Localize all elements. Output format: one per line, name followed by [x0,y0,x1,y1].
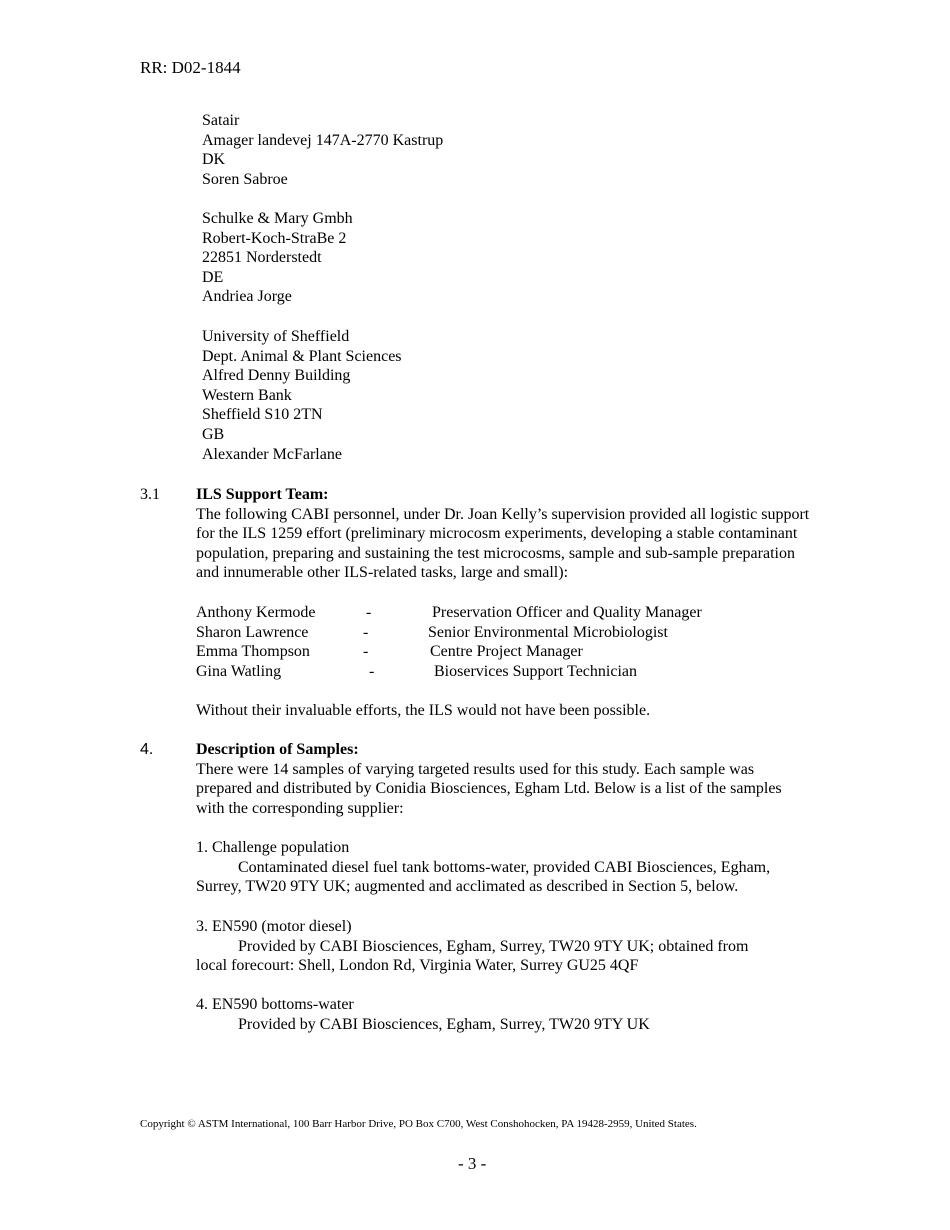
staff-role: Senior Environmental Microbiologist [428,623,668,641]
address-line: Schulke & Mary Gmbh [202,210,353,227]
address-line: University of Sheffield [202,328,350,345]
address-line: Andriea Jorge [202,288,292,306]
sample-item [196,917,748,976]
address-line: Soren Sabroe [202,170,288,188]
sample-title: 3. EN590 (motor diesel) [196,918,352,935]
sample-item [196,838,770,897]
staff-name: Gina Watling [196,662,282,680]
section-3-1-body [196,485,816,583]
section-number-3-1: 3.1 [140,486,160,503]
staff-list [196,603,756,681]
staff-row [196,662,756,682]
address-line: Alfred Denny Building [202,367,351,385]
sample-detail: Provided by CABI Biosciences, Egham, Surrey, TW20 9TY UK [238,1015,650,1033]
sample-detail-continued: local forecourt: Shell, London Rd, Virginia Water, Surrey GU25 4QF [196,957,639,975]
staff-row [196,623,756,643]
address-line: DK [202,151,226,169]
sample-title: 4. EN590 bottoms-water [196,996,354,1013]
staff-name: Sharon Lawrence [196,623,309,641]
section-heading: Description of Samples: [196,741,359,758]
section-closing: Without their invaluable efforts, the ILS would not have been possible. [196,702,651,719]
staff-dash: - [363,623,369,641]
section-4-body [196,740,812,818]
address-line: Sheffield S10 2TN [202,406,323,424]
staff-name: Anthony Kermode [196,604,316,621]
staff-role: Preservation Officer and Quality Manager [432,604,702,621]
sample-detail: Contaminated diesel fuel tank bottoms-water, provided CABI Biosciences, Egham, [238,858,771,876]
address-line: Amager landevej 147A-2770 Kastrup [202,131,444,149]
staff-dash: - [369,662,375,680]
address-line: Dept. Animal & Plant Sciences [202,347,402,365]
section-heading: ILS Support Team: [196,486,329,503]
staff-role: Bioservices Support Technician [434,662,637,680]
staff-row [196,642,756,662]
address-block-schulke [202,209,353,307]
staff-dash: - [366,604,372,621]
section-intro: There were 14 samples of varying targeted results used for this study. Each sample was prepared and distributed by Conidia Biosciences, Egham Ltd. Below is a list of the samples with the corresponding supplier: [196,760,782,817]
staff-row [196,603,756,623]
address-line: DE [202,268,224,286]
address-block-sheffield [202,327,402,464]
address-line: Western Bank [202,386,292,404]
staff-dash: - [363,643,369,661]
sample-detail: Provided by CABI Biosciences, Egham, Surrey, TW20 9TY UK; obtained from [238,937,749,955]
address-line: Satair [202,112,240,129]
copyright-notice: Copyright © ASTM International, 100 Barr Harbor Drive, PO Box C700, West Conshohocken, PA 19428-2959, United States. [140,1118,697,1130]
staff-name: Emma Thompson [196,643,310,661]
address-block-satair [202,111,443,189]
page-number: - 3 - [458,1154,487,1173]
section-number-4: 4. [140,741,154,758]
document-id: RR: D02-1844 [140,58,241,77]
address-line: GB [202,425,225,443]
sample-title: 1. Challenge population [196,839,350,856]
address-line: 22851 Norderstedt [202,249,322,267]
staff-role: Centre Project Manager [430,643,583,661]
address-line: Robert-Koch-StraBe 2 [202,229,347,247]
address-line: Alexander McFarlane [202,445,342,463]
section-intro: The following CABI personnel, under Dr. Joan Kelly’s supervision provided all logistic support for the ILS 1259 effort (preliminary microcosm experiments, developing a stable contaminant population, preparing and sustaining the test microcosms, sample and sub-sample preparation and innumerable other ILS-related tasks, large and small): [196,505,810,582]
sample-detail-continued: Surrey, TW20 9TY UK; augmented and acclimated as described in Section 5, below. [196,878,739,896]
sample-item [196,995,650,1034]
